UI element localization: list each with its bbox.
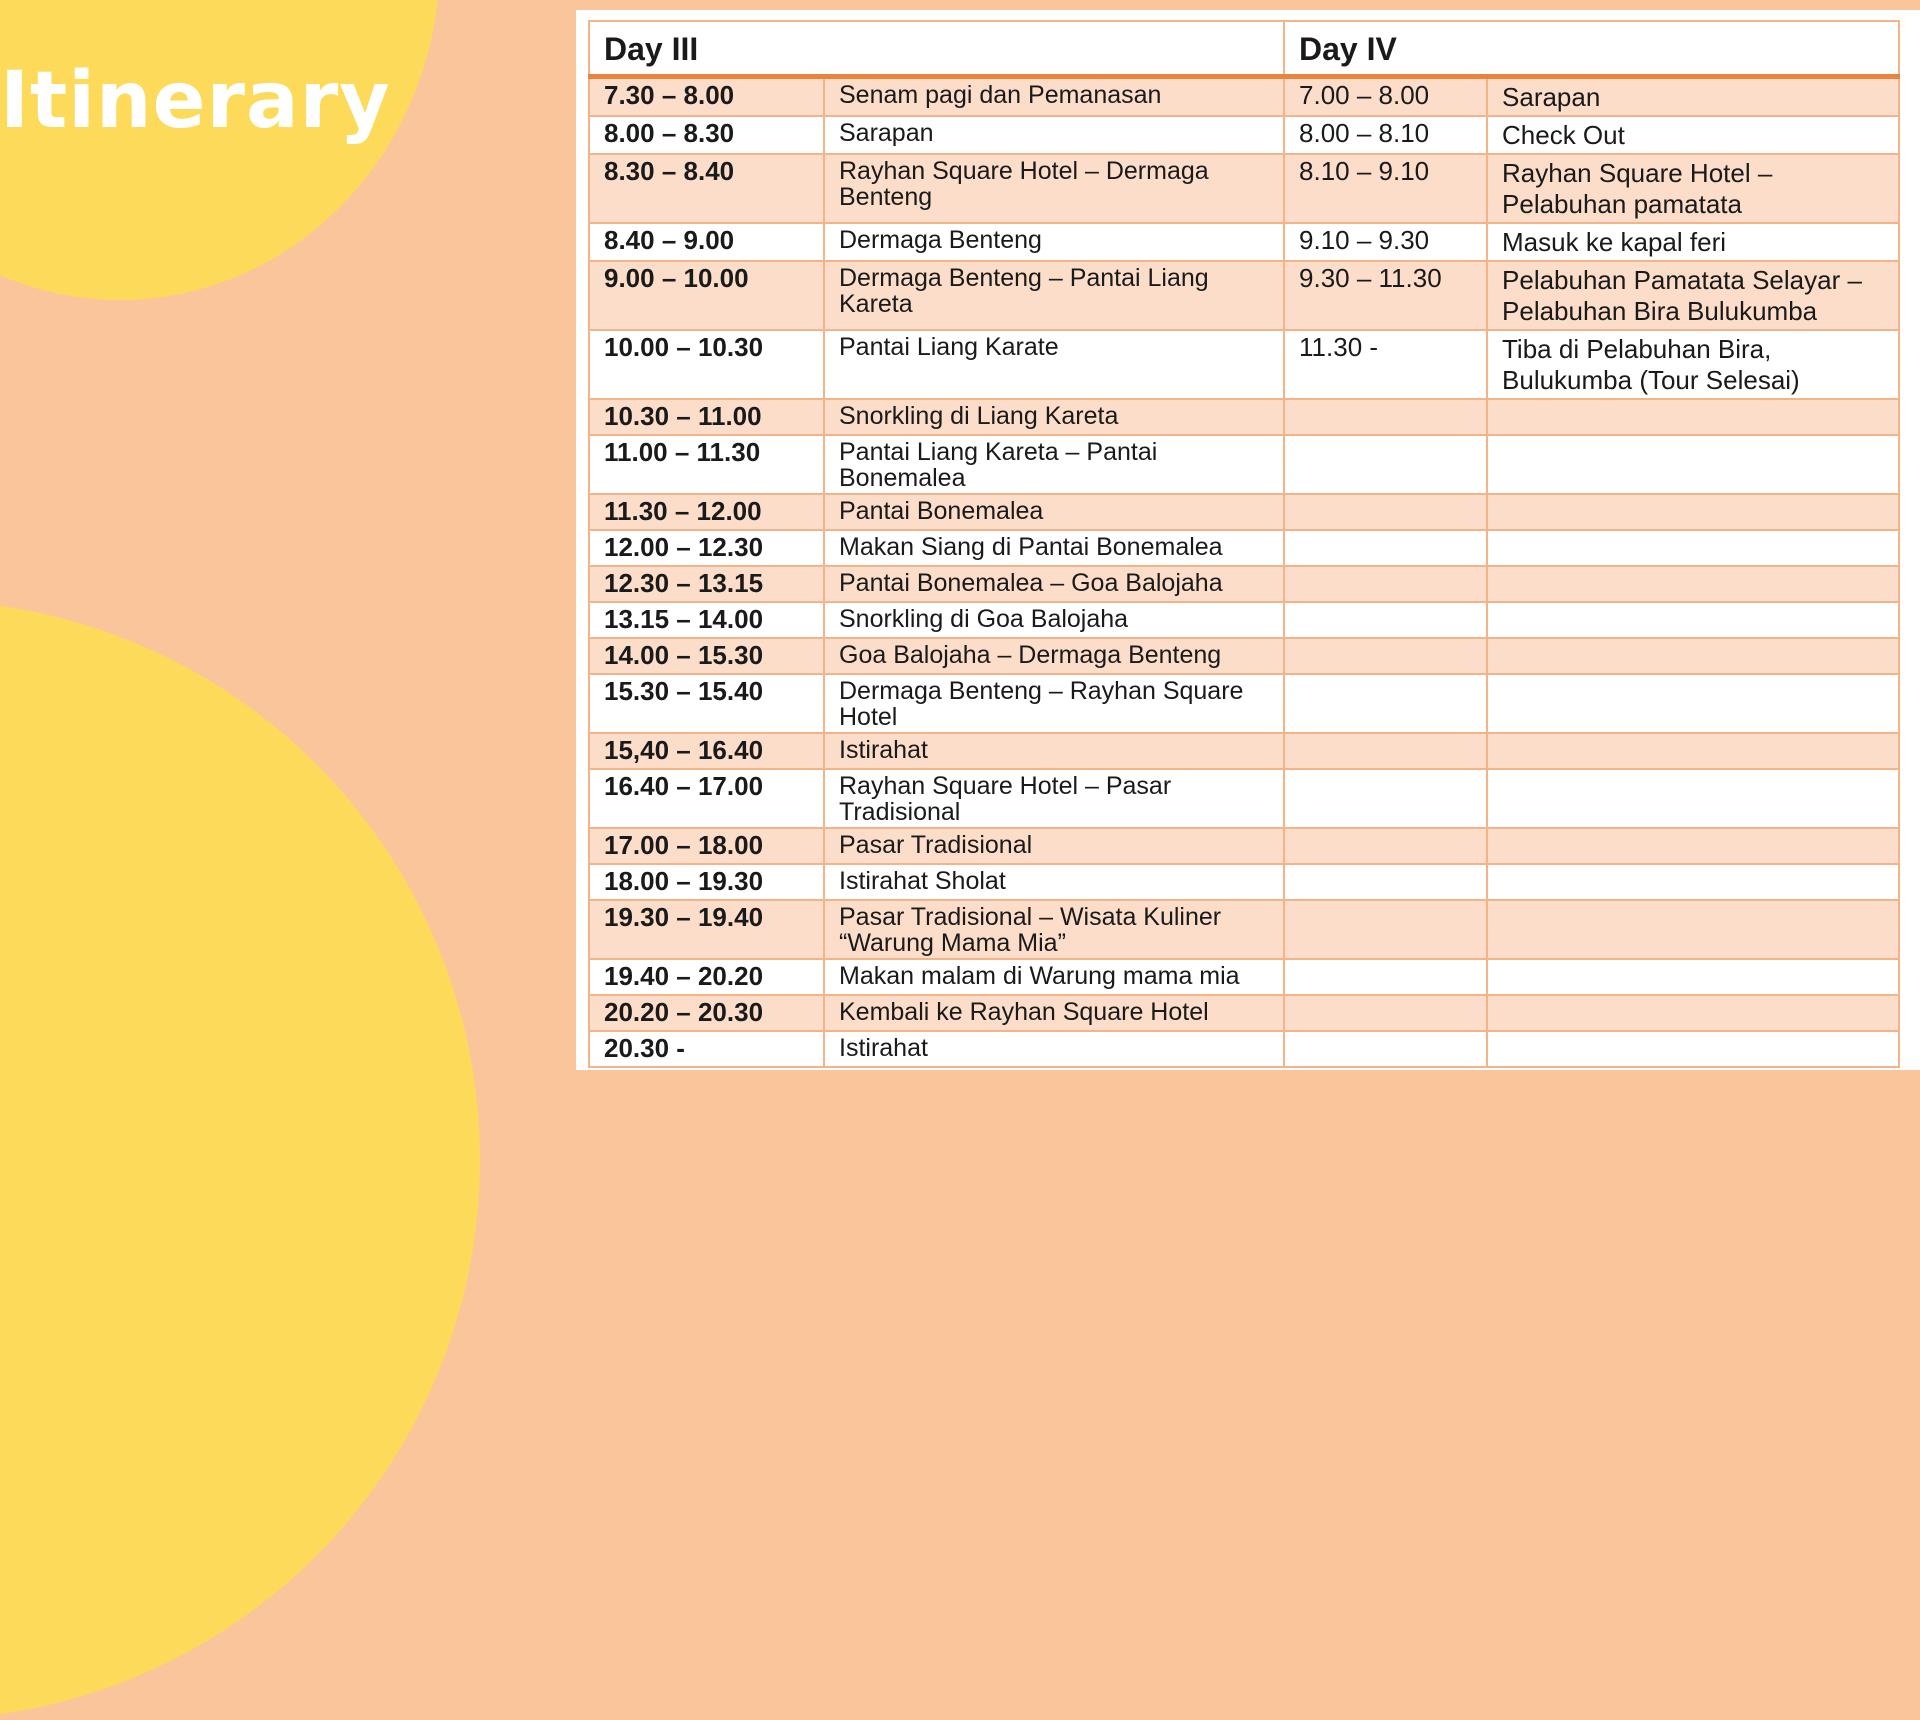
table-row <box>589 261 1899 330</box>
day-3-time-cell: 12.00 – 12.30 <box>589 530 824 566</box>
day-3-time-cell: 14.00 – 15.30 <box>589 638 824 674</box>
decorative-circle-top <box>0 0 440 300</box>
table-row <box>589 566 1899 602</box>
day-4-time-cell: 11.30 - <box>1284 330 1487 399</box>
day-4-time-cell <box>1284 900 1487 959</box>
day-4-time-cell <box>1284 1031 1487 1067</box>
day-4-time-cell: 9.30 – 11.30 <box>1284 261 1487 330</box>
day-4-activity-cell <box>1487 530 1899 566</box>
day-3-time-cell: 16.40 – 17.00 <box>589 769 824 828</box>
day-4-activity-cell <box>1487 602 1899 638</box>
table-row <box>589 399 1899 435</box>
table-row <box>589 223 1899 261</box>
day-3-activity-cell: Istirahat <box>824 1031 1284 1067</box>
day-4-activity-cell <box>1487 674 1899 733</box>
day-4-activity-cell: Tiba di Pelabuhan Bira, Bulukumba (Tour Selesai) <box>1487 330 1899 399</box>
day-3-activity-cell: Dermaga Benteng – Pantai Liang Kareta <box>824 261 1284 330</box>
itinerary-table <box>588 20 1900 1068</box>
day-3-activity-cell: Makan Siang di Pantai Bonemalea <box>824 530 1284 566</box>
day-4-time-cell <box>1284 959 1487 995</box>
day-4-header: Day IV <box>1284 21 1899 77</box>
day-4-time-cell <box>1284 864 1487 900</box>
itinerary-rows <box>589 77 1899 1068</box>
table-row <box>589 674 1899 733</box>
day-3-time-cell: 20.20 – 20.30 <box>589 995 824 1031</box>
day-4-time-cell: 8.00 – 8.10 <box>1284 116 1487 154</box>
day-3-time-cell: 8.40 – 9.00 <box>589 223 824 261</box>
day-4-time-cell <box>1284 995 1487 1031</box>
table-row <box>589 116 1899 154</box>
table-row <box>589 900 1899 959</box>
day-4-activity-cell <box>1487 435 1899 494</box>
day-3-activity-cell: Sarapan <box>824 116 1284 154</box>
day-4-activity-cell: Check Out <box>1487 116 1899 154</box>
day-3-time-cell: 19.30 – 19.40 <box>589 900 824 959</box>
day-3-activity-cell: Makan malam di Warung mama mia <box>824 959 1284 995</box>
table-row <box>589 602 1899 638</box>
table-row <box>589 435 1899 494</box>
day-3-activity-cell: Dermaga Benteng <box>824 223 1284 261</box>
day-3-activity-cell: Istirahat <box>824 733 1284 769</box>
day-4-time-cell <box>1284 435 1487 494</box>
day-4-activity-cell <box>1487 864 1899 900</box>
day-4-time-cell <box>1284 733 1487 769</box>
day-3-time-cell: 9.00 – 10.00 <box>589 261 824 330</box>
day-3-time-cell: 13.15 – 14.00 <box>589 602 824 638</box>
day-4-time-cell <box>1284 602 1487 638</box>
table-row <box>589 494 1899 530</box>
day-4-activity-cell <box>1487 638 1899 674</box>
table-row <box>589 864 1899 900</box>
day-4-activity-cell: Pelabuhan Pamatata Selayar – Pelabuhan Bira Bulukumba <box>1487 261 1899 330</box>
table-header-row <box>589 21 1899 77</box>
day-4-activity-cell <box>1487 1031 1899 1067</box>
day-3-time-cell: 7.30 – 8.00 <box>589 77 824 117</box>
day-3-activity-cell: Pantai Bonemalea <box>824 494 1284 530</box>
day-3-activity-cell: Pantai Bonemalea – Goa Balojaha <box>824 566 1284 602</box>
day-4-time-cell <box>1284 399 1487 435</box>
table-row <box>589 828 1899 864</box>
day-3-activity-cell: Istirahat Sholat <box>824 864 1284 900</box>
day-4-time-cell <box>1284 638 1487 674</box>
day-4-time-cell <box>1284 769 1487 828</box>
day-3-time-cell: 15.30 – 15.40 <box>589 674 824 733</box>
day-4-activity-cell <box>1487 769 1899 828</box>
day-3-time-cell: 11.00 – 11.30 <box>589 435 824 494</box>
table-row <box>589 959 1899 995</box>
itinerary-panel <box>576 10 1920 1070</box>
day-3-activity-cell: Pantai Liang Karate <box>824 330 1284 399</box>
day-4-activity-cell: Sarapan <box>1487 77 1899 117</box>
day-3-time-cell: 11.30 – 12.00 <box>589 494 824 530</box>
day-3-time-cell: 20.30 - <box>589 1031 824 1067</box>
day-4-activity-cell <box>1487 399 1899 435</box>
day-4-time-cell <box>1284 494 1487 530</box>
day-3-activity-cell: Kembali ke Rayhan Square Hotel <box>824 995 1284 1031</box>
day-4-activity-cell: Masuk ke kapal feri <box>1487 223 1899 261</box>
day-3-activity-cell: Snorkling di Liang Kareta <box>824 399 1284 435</box>
day-4-time-cell: 8.10 – 9.10 <box>1284 154 1487 223</box>
day-3-activity-cell: Pantai Liang Kareta – Pantai Bonemalea <box>824 435 1284 494</box>
table-row <box>589 330 1899 399</box>
table-row <box>589 77 1899 117</box>
day-3-time-cell: 19.40 – 20.20 <box>589 959 824 995</box>
table-row <box>589 733 1899 769</box>
day-3-activity-cell: Pasar Tradisional – Wisata Kuliner “Warung Mama Mia” <box>824 900 1284 959</box>
day-3-activity-cell: Rayhan Square Hotel – Pasar Tradisional <box>824 769 1284 828</box>
day-4-activity-cell <box>1487 566 1899 602</box>
decorative-circle-bottom <box>0 600 480 1720</box>
day-3-time-cell: 10.00 – 10.30 <box>589 330 824 399</box>
day-3-time-cell: 12.30 – 13.15 <box>589 566 824 602</box>
day-3-time-cell: 10.30 – 11.00 <box>589 399 824 435</box>
day-3-activity-cell: Senam pagi dan Pemanasan <box>824 77 1284 117</box>
day-3-activity-cell: Dermaga Benteng – Rayhan Square Hotel <box>824 674 1284 733</box>
day-3-activity-cell: Rayhan Square Hotel – Dermaga Benteng <box>824 154 1284 223</box>
day-4-activity-cell <box>1487 900 1899 959</box>
day-3-time-cell: 8.00 – 8.30 <box>589 116 824 154</box>
day-4-time-cell <box>1284 530 1487 566</box>
table-row <box>589 154 1899 223</box>
day-4-activity-cell <box>1487 959 1899 995</box>
day-3-time-cell: 15,40 – 16.40 <box>589 733 824 769</box>
day-4-activity-cell <box>1487 828 1899 864</box>
day-4-activity-cell <box>1487 494 1899 530</box>
day-3-time-cell: 17.00 – 18.00 <box>589 828 824 864</box>
day-4-activity-cell <box>1487 733 1899 769</box>
table-row <box>589 995 1899 1031</box>
day-3-activity-cell: Pasar Tradisional <box>824 828 1284 864</box>
day-4-time-cell: 9.10 – 9.30 <box>1284 223 1487 261</box>
day-3-activity-cell: Goa Balojaha – Dermaga Benteng <box>824 638 1284 674</box>
table-row <box>589 638 1899 674</box>
day-4-time-cell <box>1284 828 1487 864</box>
day-4-time-cell <box>1284 566 1487 602</box>
day-3-time-cell: 8.30 – 8.40 <box>589 154 824 223</box>
day-4-time-cell: 7.00 – 8.00 <box>1284 77 1487 117</box>
day-4-activity-cell <box>1487 995 1899 1031</box>
day-4-time-cell <box>1284 674 1487 733</box>
table-row <box>589 769 1899 828</box>
day-4-activity-cell: Rayhan Square Hotel – Pelabuhan pamatata <box>1487 154 1899 223</box>
day-3-time-cell: 18.00 – 19.30 <box>589 864 824 900</box>
day-3-header: Day III <box>589 21 1284 77</box>
table-row <box>589 530 1899 566</box>
day-3-activity-cell: Snorkling di Goa Balojaha <box>824 602 1284 638</box>
table-row <box>589 1031 1899 1067</box>
page-title: Itinerary <box>0 56 391 146</box>
